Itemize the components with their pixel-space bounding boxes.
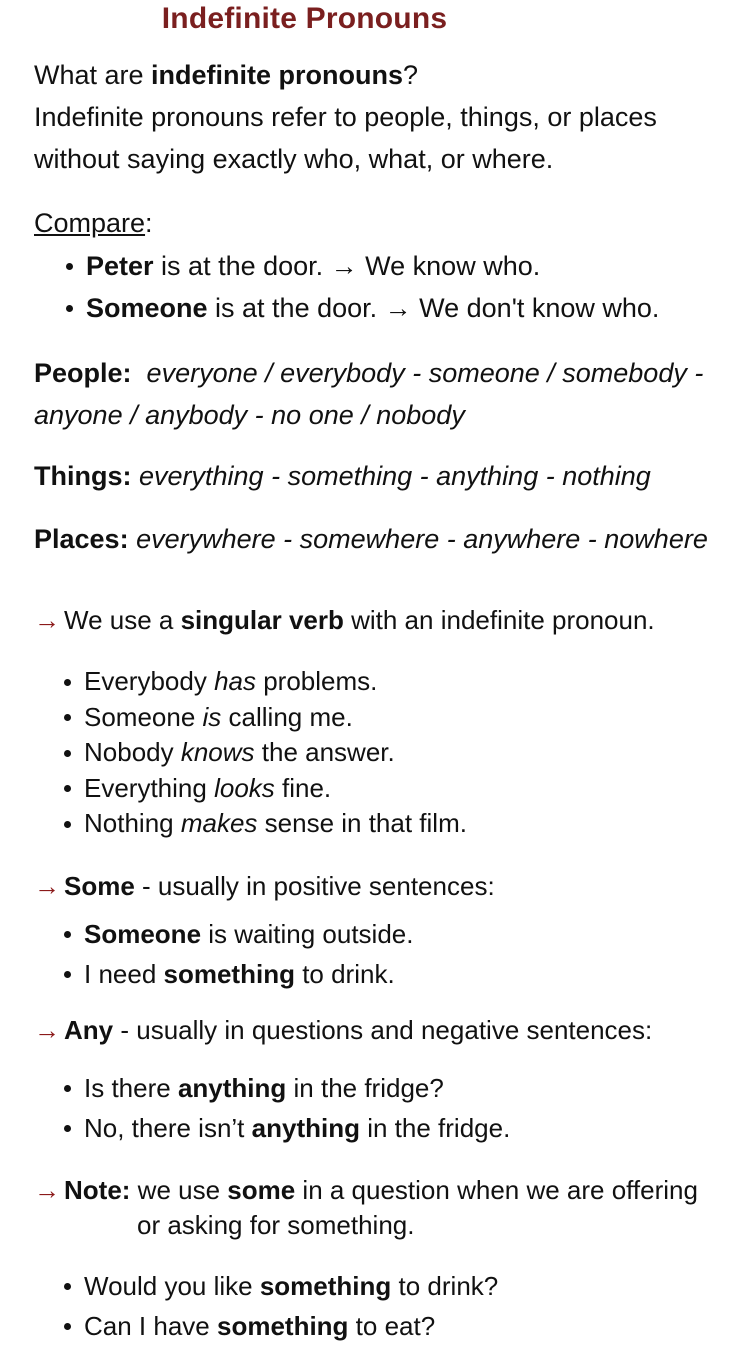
example-pronoun: something	[163, 959, 295, 989]
list-item	[64, 1108, 510, 1148]
arrow-right-icon: →	[34, 1015, 60, 1045]
compare-bold-word: Peter	[86, 251, 154, 281]
rule-text: in a question when we are offering	[295, 1175, 698, 1205]
rule-text: - usually in questions and negative sentences:	[113, 1015, 653, 1045]
rule-any	[34, 1012, 652, 1048]
singular-examples	[64, 664, 467, 842]
example-text: Someone	[84, 701, 203, 732]
example-text: to drink?	[391, 1271, 499, 1301]
rule-keyword: some	[227, 1175, 296, 1205]
intro-question-mark: ?	[403, 60, 419, 90]
example-text: calling me.	[221, 701, 353, 732]
example-text: in the fridge?	[286, 1073, 444, 1103]
compare-label: Compare	[34, 208, 146, 238]
note-label: Note:	[64, 1175, 131, 1205]
places-label: Places:	[34, 524, 129, 554]
note-second-line: or asking for something.	[137, 1210, 415, 1240]
rule-text: with an indefinite pronoun.	[343, 605, 655, 635]
example-pronoun: anything	[251, 1113, 360, 1143]
rule-text: - usually in positive sentences:	[134, 871, 495, 901]
rule-some	[34, 868, 495, 904]
example-pronoun: something	[259, 1271, 392, 1301]
example-verb: is	[202, 701, 222, 732]
example-text: Nothing	[84, 808, 181, 838]
rule-keyword: singular verb	[180, 605, 344, 635]
some-examples	[64, 914, 413, 994]
list-item	[64, 806, 467, 842]
things-group	[34, 455, 734, 497]
example-text: Nobody	[84, 737, 181, 767]
example-pronoun: anything	[177, 1073, 287, 1103]
intro-section	[34, 54, 657, 180]
example-text: to drink.	[294, 959, 395, 989]
list-item	[64, 1068, 510, 1108]
list-item	[66, 245, 659, 287]
compare-bold-word: Someone	[86, 293, 208, 323]
compare-colon: :	[145, 208, 153, 238]
compare-sentence: is at the door. → We know who.	[153, 251, 541, 281]
list-item	[64, 1266, 498, 1306]
arrow-right-icon: →	[34, 871, 60, 901]
example-text: Can I have	[84, 1311, 217, 1341]
example-text: Everybody	[84, 666, 215, 696]
rule-text: we use	[130, 1175, 228, 1205]
things-label: Things:	[34, 461, 132, 491]
example-text: is waiting outside.	[201, 919, 414, 949]
example-text: in the fridge.	[359, 1113, 511, 1143]
intro-definition-line-2: without saying exactly who, what, or where.	[34, 144, 554, 174]
list-item	[64, 771, 467, 807]
places-group	[34, 518, 734, 560]
example-verb: knows	[180, 737, 255, 767]
example-text: Would you like	[84, 1271, 260, 1301]
example-verb: has	[214, 666, 256, 696]
people-words-line-1: everyone / everybody - someone / somebody -	[146, 358, 704, 388]
example-text: Is there	[84, 1073, 178, 1103]
compare-heading	[34, 202, 153, 244]
example-text: I need	[84, 959, 164, 989]
example-verb: makes	[180, 808, 258, 838]
rule-text: We use a	[64, 605, 181, 635]
arrow-right-icon: →	[34, 605, 60, 635]
intro-definition-line-1: Indefinite pronouns refer to people, things, or places	[34, 102, 657, 132]
people-label: People:	[34, 358, 132, 388]
note-examples	[64, 1266, 498, 1346]
example-text: Everything	[84, 772, 215, 803]
people-group	[34, 352, 734, 436]
list-item	[64, 914, 413, 954]
example-text: the answer.	[254, 737, 395, 767]
rule-keyword: Some	[64, 871, 135, 901]
example-pronoun: something	[216, 1311, 349, 1341]
rule-singular-verb	[34, 602, 655, 638]
any-examples	[64, 1068, 510, 1148]
example-verb: looks	[214, 772, 275, 803]
page-title: Indefinite Pronouns	[161, 2, 448, 35]
example-text: fine.	[274, 772, 332, 803]
list-item	[66, 287, 659, 329]
list-item	[64, 735, 467, 771]
list-item	[64, 954, 413, 994]
example-text: to eat?	[348, 1311, 436, 1341]
list-item	[64, 1306, 498, 1346]
intro-question-prefix: What are	[34, 60, 152, 90]
arrow-right-icon: →	[34, 1175, 60, 1205]
people-words-line-2: anyone / anybody - no one / nobody	[34, 400, 465, 430]
compare-list	[66, 245, 659, 329]
example-text: sense in that film.	[257, 808, 467, 838]
compare-sentence: is at the door. → We don't know who.	[207, 293, 660, 323]
things-words: everything - something - anything - nothing	[139, 461, 651, 491]
list-item	[64, 664, 467, 700]
example-pronoun: Someone	[84, 919, 202, 949]
places-words: everywhere - somewhere - anywhere - nowhere	[136, 524, 708, 554]
rule-note	[34, 1172, 698, 1208]
list-item	[64, 700, 467, 736]
rule-keyword: Any	[64, 1015, 114, 1045]
example-text: No, there isn’t	[84, 1113, 252, 1143]
intro-question	[34, 54, 657, 96]
example-text: problems.	[256, 666, 378, 696]
intro-question-term: indefinite pronouns	[151, 60, 404, 90]
